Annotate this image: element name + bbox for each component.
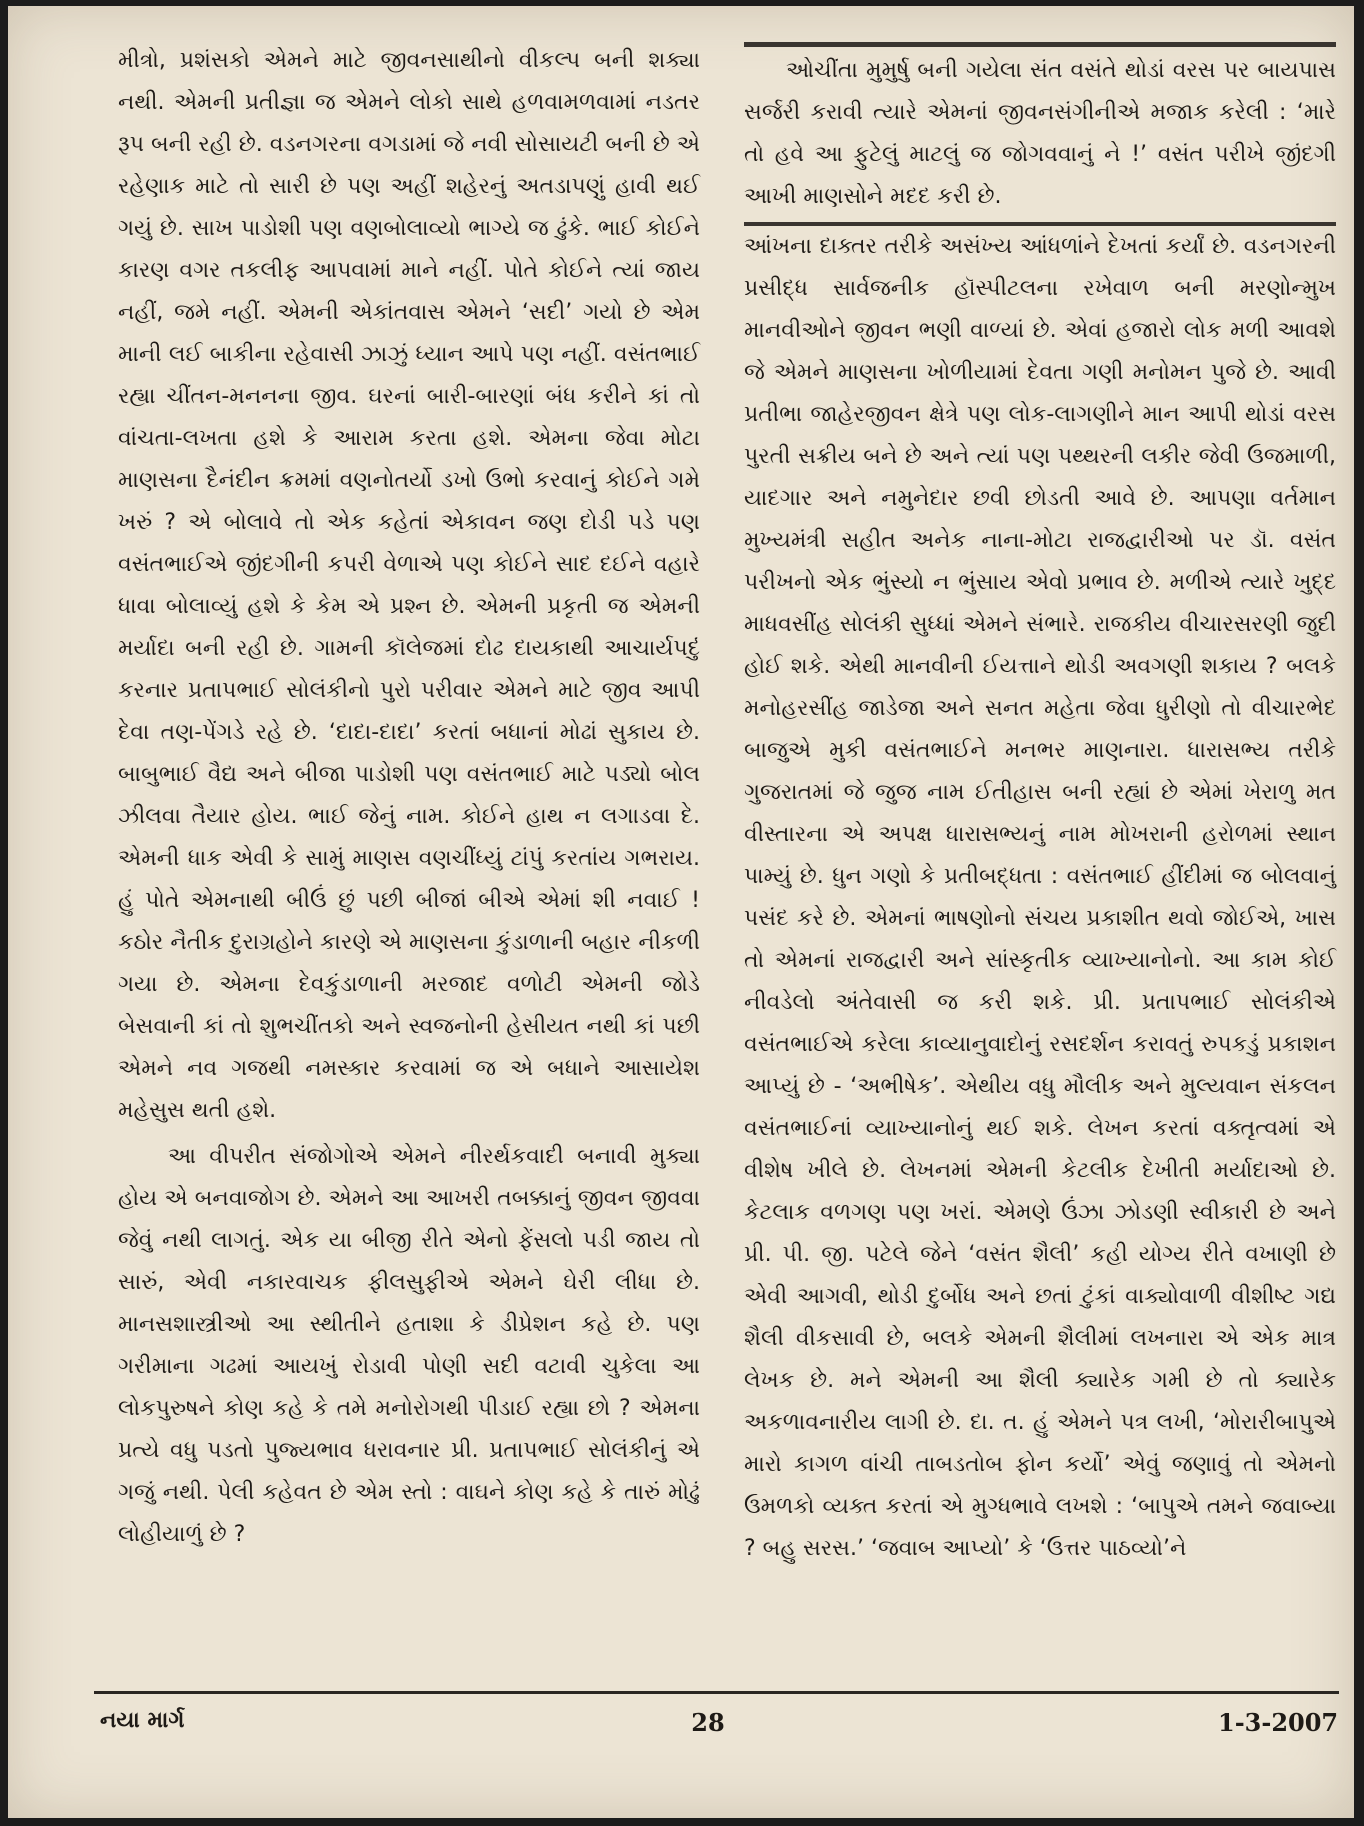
right-column (744, 40, 1336, 1570)
page-number: 28 (691, 1708, 725, 1737)
left-paragraph-1: મીત્રો, પ્રશંસકો એમને માટે જીવનસાથીનો વીકલ્પ બની શક્યા નથી. એમની પ્રતીજ્ઞા જ એમને લોકો સાથે હળવામળવામાં નડતર રૂપ બની રહી છે. વડનગરના વગડામાં જે નવી સોસાયટી બની છે એ રહેણાક માટે તો સારી છે પણ અહીં શહેરનું અતડાપણું હાવી થઈ ગયું છે. સાખ પાડોશી પણ વણબોલાવ્યો ભાગ્યે જ ઢુંકે. ભાઈ કોઈને કારણ વગર તકલીફ આપવામાં માને નહીં. પોતે કોઈને ત્યાં જાય નહીં, જમે નહીં. એમની એકાંતવાસ એમને ‘સદી’ ગયો છે એમ માની લઈ બાકીના રહેવાસી ઝાઝું ધ્યાન આપે પણ નહીં. વસંતભાઈ રહ્યા ચીંતન-મનનના જીવ. ઘરનાં બારી-બારણાં બંધ કરીને કાં તો વાંચતા-લખતા હશે કે આરામ કરતા હશે. એમના જેવા મોટા માણસના દૈનંદીન ક્રમમાં વણનોતર્યો ડખો ઉભો કરવાનું કોઈને ગમે ખરું ? એ બોલાવે તો એક કહેતાં એકાવન જણ દોડી પડે પણ વસંતભાઈએ જીંદગીની કપરી વેળાએ પણ કોઈને સાદ દઈને વહારે ધાવા બોલાવ્યું હશે કે કેમ એ પ્રશ્ન છે. એમની પ્રકૃતી જ એમની મર્યાદા બની રહી છે. ગામની કૉલેજમાં દોઢ દાયકાથી આચાર્યપદું કરનાર પ્રતાપભાઈ સોલંકીનો પુરો પરીવાર એમને માટે જીવ આપી દેવા તણ-પેંગડે રહે છે. ‘દાદા-દાદા’ કરતાં બધાનાં મોઢાં સુકાય છે. બાબુભાઈ વૈદ્ય અને બીજા પાડોશી પણ વસંતભાઈ માટે પડ્યો બોલ ઝીલવા તૈયાર હોય. ભાઈ જેનું નામ. કોઈને હાથ ન લગાડવા દે. એમની ધાક એવી કે સામું માણસ વણચીંધ્યું ટાંપું કરતાંય ગભરાય. હું પોતે એમનાથી બીઉં છું પછી બીજાં બીએ એમાં શી નવાઈ ! કઠોર નૈતીક દુરાગ્રહોને કારણે એ માણસના કુંડાળાની બહાર નીકળી ગયા છે. એમના દેવકુંડાળાની મરજાદ વળોટી એમની જોડે બેસવાની કાં તો શુભચીંતકો અને સ્વજનોની હેસીયત નથી કાં પછી એમને નવ ગજથી નમસ્કાર કરવામાં જ એ બધાને આસાયેશ મહેસુસ થતી હશે. (118, 48, 700, 1123)
left-paragraph-2: આ વીપરીત સંજોગોએ એમને નીરર્થકવાદી બનાવી મુક્યા હોય એ બનવાજોગ છે. એમને આ આખરી તબક્કાનું જીવન જીવવા જેવું નથી લાગતું. એક યા બીજી રીતે એનો ફેંસલો પડી જાય તો સારું, એવી નકારવાચક ફીલસુફીએ એમને ઘેરી લીધા છે. માનસશાસ્ત્રીઓ આ સ્થીતીને હતાશા કે ડીપ્રેશન કહે છે. પણ ગરીમાના ગઢમાં આયખું રોડાવી પોણી સદી વટાવી ચુકેલા આ લોકપુરુષને કોણ કહે કે તમે મનોરોગથી પીડાઈ રહ્યા છો ? એમના પ્રત્યે વધુ પડતો પુજ્યભાવ ધરાવનાર પ્રી. પ્રતાપભાઈ સોલંકીનું એ ગજું નથી. પેલી કહેવત છે એમ સ્તો : વાઘને કોણ કહે કે તારું મોઢું લોહીયાળું છે ? (118, 1144, 700, 1547)
magazine-page (8, 6, 1354, 1818)
left-column (118, 40, 700, 1556)
right-boxed-paragraph: ઓચીંતા મુમુર્ષુ બની ગયેલા સંત વસંતે થોડાં વરસ પર બાયપાસ સર્જરી કરાવી ત્યારે એમનાં જીવનસંગીનીએ મજાક કરેલી : ‘મારે તો હવે આ ફુટેલું માટલું જ જોગવવાનું ને !’ વસંત પરીખે જીંદગી આખી માણસોને મદદ કરી છે. (744, 40, 1336, 226)
right-paragraph: આંખના દાક્તર તરીકે અસંખ્ય આંધળાંને દેખતાં કર્યાં છે. વડનગરની પ્રસીદ્ધ સાર્વજનીક હૉસ્પીટલના રખેવાળ બની મરણોન્મુખ માનવીઓને જીવન ભણી વાળ્યાં છે. એવાં હજારો લોક મળી આવશે જે એમને માણસના ખોળીયામાં દેવતા ગણી મનોમન પુજે છે. આવી પ્રતીભા જાહેરજીવન ક્ષેત્રે પણ લોક-લાગણીને માન આપી થોડાં વરસ પુરતી સક્રીય બને છે અને ત્યાં પણ પથ્થરની લકીર જેવી ઉજમાળી, યાદગાર અને નમુનેદાર છવી છોડતી આવે છે. આપણા વર્તમાન મુખ્યમંત્રી સહીત અનેક નાના-મોટા રાજદ્વારીઓ પર ડૉ. વસંત પરીખનો એક ભુંસ્યો ન ભુંસાય એવો પ્રભાવ છે. મળીએ ત્યારે ખુદ્દ માધવસીંહ સોલંકી સુધ્ધાં એમને સંભારે. રાજકીય વીચારસરણી જુદી હોઈ શકે. એથી માનવીની ઈયત્તાને થોડી અવગણી શકાય ? બલકે મનોહરસીંહ જાડેજા અને સનત મહેતા જેવા ધુરીણો તો વીચારભેદ બાજુએ મુકી વસંતભાઈને મનભર માણનારા. ધારાસભ્ય તરીકે ગુજરાતમાં જે જુજ નામ ઈતીહાસ બની રહ્યાં છે એમાં ખેરાળુ મત વીસ્તારના એ અપક્ષ ધારાસભ્યનું નામ મોખરાની હરોળમાં સ્થાન પામ્યું છે. ધુન ગણો કે પ્રતીબદ્ધતા : વસંતભાઈ હીંદીમાં જ બોલવાનું પસંદ કરે છે. એમનાં ભાષણોનો સંચય પ્રકાશીત થવો જોઈએ, ખાસ તો એમનાં રાજદ્વારી અને સાંસ્કૃતીક વ્યાખ્યાનોનો. આ કામ કોઈ નીવડેલો અંતેવાસી જ કરી શકે. પ્રી. પ્રતાપભાઈ સોલંકીએ વસંતભાઈએ કરેલા કાવ્યાનુવાદોનું રસદર્શન કરાવતું રુપકડું પ્રકાશન આપ્યું છે - ‘અભીષેક’. એથીય વધુ મૌલીક અને મુલ્યવાન સંકલન વસંતભાઈનાં વ્યાખ્યાનોનું થઈ શકે. લેખન કરતાં વક્તૃત્વમાં એ વીશેષ ખીલે છે. લેખનમાં એમની કેટલીક દેખીતી મર્યાદાઓ છે. કેટલાક વળગણ પણ ખરાં. એમણે ઉંઝા ઝોડણી સ્વીકારી છે અને પ્રી. પી. જી. પટેલે જેને ‘વસંત શૈલી’ કહી યોગ્ય રીતે વખાણી છે એવી આગવી, થોડી દુર્બોધ અને છતાં ટુંકાં વાક્યોવાળી વીશીષ્ટ ગદ્ય શૈલી વીકસાવી છે, બલકે એમની શૈલીમાં લખનારા એ એક માત્ર લેખક છે. મને એમની આ શૈલી ક્યારેક ગમી છે તો ક્યારેક અકળાવનારીય લાગી છે. દા. ત. હું એમને પત્ર લખી, ‘મોરારીબાપુએ મારો કાગળ વાંચી તાબડતોબ ફોન કર્યો’ એવું જણાવું તો એમનો ઉમળકો વ્યક્ત કરતાં એ મુગ્ધભાવે લખશે : ‘બાપુએ તમને જવાબ્યા ? બહુ સરસ.’ ‘જવાબ આપ્યો’ કે ‘ઉત્તર પાઠવ્યો’ને (744, 234, 1336, 1561)
footer-rule (94, 1691, 1339, 1694)
issue-date: 1-3-2007 (1218, 1708, 1339, 1737)
publication-name: નયા માર્ગ (100, 1708, 185, 1733)
